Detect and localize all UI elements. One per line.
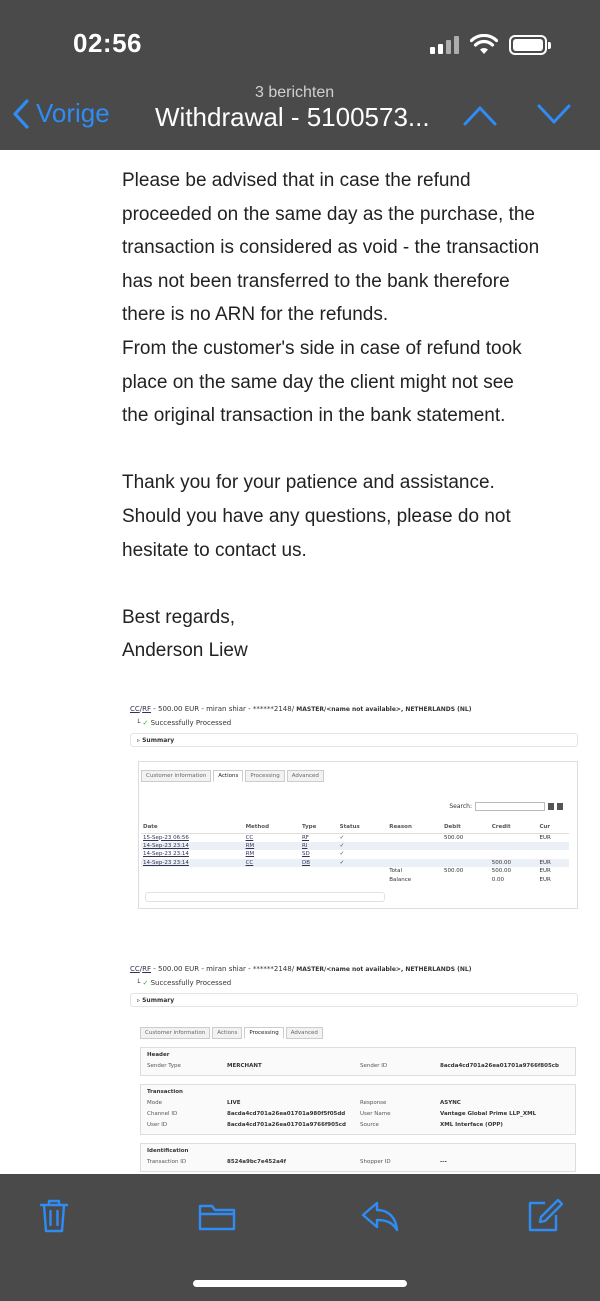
tab-bar	[141, 770, 575, 782]
email-text	[122, 164, 592, 668]
table-row: 14-Sep-23 23:14 RM RI ✓	[141, 842, 569, 851]
tab-processing: Processing	[244, 1027, 283, 1039]
search-row: Search:	[141, 802, 575, 811]
header-section: Header Sender Type MERCHANT Sender ID 8acda4cd701a26ea01701a9766f805cb	[140, 1047, 576, 1076]
text-line: the original transaction in the bank statement.	[122, 405, 506, 427]
message-body[interactable]	[0, 150, 600, 1174]
check-icon: ✓	[142, 979, 149, 987]
tab-actions: Actions	[213, 770, 243, 782]
next-message-button[interactable]	[536, 102, 572, 128]
summary-bar: ▹ Summary	[130, 993, 578, 1007]
tab-processing: Processing	[245, 770, 284, 782]
table-footer	[145, 892, 385, 902]
text-line: place on the same day the client might not see	[122, 371, 514, 393]
details-panel	[138, 761, 578, 909]
embedded-screenshot-actions	[130, 705, 578, 909]
table-row: 15-Sep-23 06:56 CC RF ✓ 500.00 EUR	[143, 834, 551, 841]
summary-bar: ▹ Summary	[130, 733, 578, 747]
back-label: Vorige	[36, 98, 110, 128]
text-line: has not been transferred to the bank therefore	[122, 270, 510, 292]
check-icon: ✓	[142, 719, 149, 727]
tab-advanced: Advanced	[287, 770, 324, 782]
text-line: From the customer's side in case of refund took	[122, 337, 522, 359]
transaction-heading: CC/RF - 500.00 EUR - miran shiar - ******2148/ MASTER/<name not available>, NETHERLANDS (NL)	[130, 965, 472, 973]
trash-icon[interactable]	[38, 1198, 70, 1234]
text-line: Should you have any questions, please do not	[122, 505, 511, 527]
home-indicator[interactable]	[193, 1280, 407, 1287]
save-icon	[557, 803, 563, 810]
text-line: Please be advised that in case the refund	[122, 170, 471, 191]
back-button[interactable]	[12, 98, 110, 129]
status-line: └ ✓ Successfully Processed	[136, 979, 232, 987]
tab-customer-information: Customer information	[141, 770, 211, 782]
table-row: 14-Sep-23 23:14 CC DB ✓ 500.00 EUR	[141, 859, 569, 868]
compose-icon[interactable]	[525, 1198, 563, 1234]
folder-icon[interactable]	[197, 1198, 237, 1234]
text-line: hesitate to contact us.	[122, 539, 307, 561]
text-line: Anderson Liew	[122, 640, 248, 662]
embedded-screenshot-processing	[130, 965, 578, 1174]
text-line: there is no ARN for the refunds.	[122, 304, 389, 326]
transaction-section: Transaction Mode LIVE Response ASYNC Channel ID 8acda4cd701a26ea01701a980f5f05dd User Name Vantage Global Prime LLP_XML User ID 8acda4cd701a26ea01701a9766f905cd Source XML Interface (OPP)	[140, 1084, 576, 1135]
text-line: transaction is considered as void - the transaction	[122, 237, 540, 259]
wifi-icon	[470, 34, 498, 56]
details-panel	[138, 1021, 578, 1174]
tab-bar	[140, 1027, 576, 1039]
tab-actions: Actions	[212, 1027, 242, 1039]
text-line: Thank you for your patience and assistance.	[122, 472, 495, 494]
balance-row: Balance 0.00 EUR	[389, 876, 551, 883]
copy-icon	[548, 803, 554, 810]
identification-section: Identification Transaction ID 8524a9bc7e452a4f Shopper ID ---	[140, 1143, 576, 1172]
message-title: Withdrawal - 5100573...	[155, 102, 430, 132]
status-bar	[0, 0, 600, 78]
table-row: 14-Sep-23 23:14 RM SD ✓	[143, 851, 345, 858]
search-input	[475, 802, 545, 811]
chevron-left-icon	[12, 99, 30, 129]
status-line: └ ✓ Successfully Processed	[136, 719, 232, 727]
clock: 02:56	[73, 28, 142, 58]
message-count: 3 berichten	[255, 84, 335, 101]
previous-message-button[interactable]	[462, 102, 498, 128]
reply-icon[interactable]	[360, 1198, 400, 1234]
actions-table: Date Method Type Status Reason Debit Credit Cur 15-Sep-23 06:56 CC RF ✓ 500.00 EUR 14-Sep-23 23:14 RM RI ✓ 14-Sep-23 23:14 RM SD ✓ 14-Sep-23 23:14 CC DB ✓ 500.00 EUR Total 500.00 500.00 EUR Balance 0.00 EUR	[141, 821, 569, 884]
battery-icon	[509, 35, 547, 55]
message-nav-bar	[0, 78, 600, 150]
cellular-signal-icon	[430, 36, 459, 54]
text-line: proceeded on the same day as the purchase, the	[122, 203, 535, 225]
transaction-heading: CC/RF - 500.00 EUR - miran shiar - ******2148/ MASTER/<name not available>, NETHERLANDS (NL)	[130, 705, 472, 713]
tab-customer-information: Customer information	[140, 1027, 210, 1039]
total-row: Total 500.00 500.00 EUR	[389, 868, 551, 875]
text-line: Best regards,	[122, 606, 235, 628]
tab-advanced: Advanced	[286, 1027, 323, 1039]
